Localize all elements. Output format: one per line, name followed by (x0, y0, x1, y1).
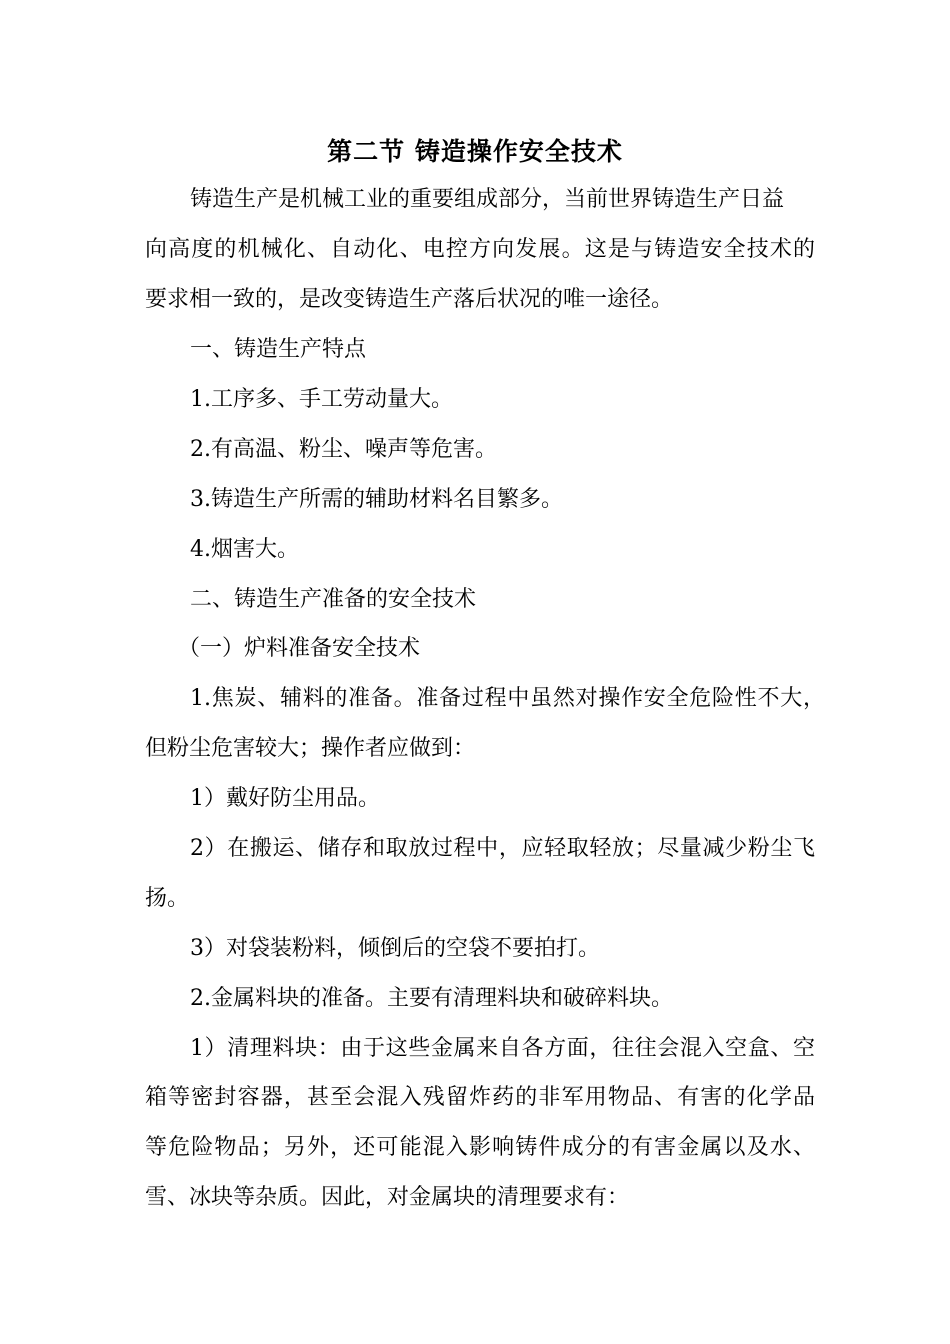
paragraph-line: 等危险物品；另外，还可能混入影响铸件成分的有害金属以及水、 (145, 1135, 815, 1160)
list-item: 1）戴好防尘用品。 (190, 786, 380, 811)
subsection-heading: （一）炉料准备安全技术 (178, 636, 421, 661)
paragraph-line: 铸造生产是机械工业的重要组成部分，当前世界铸造生产日益 (190, 187, 785, 212)
section-heading: 二、铸造生产准备的安全技术 (190, 587, 477, 612)
list-item: 1.工序多、手工劳动量大。 (190, 387, 453, 412)
list-item: 2.金属料块的准备。主要有清理料块和破碎料块。 (190, 986, 673, 1011)
list-item: 2.有高温、粉尘、噪声等危害。 (190, 437, 497, 462)
paragraph-line: 1.焦炭、辅料的准备。准备过程中虽然对操作安全危险性不大， (190, 686, 825, 711)
paragraph-line: 雪、冰块等杂质。因此，对金属块的清理要求有： (145, 1185, 630, 1210)
list-item: 4.烟害大。 (190, 537, 299, 562)
list-item: 2）在搬运、储存和取放过程中，应轻取轻放；尽量减少粉尘飞 (190, 836, 815, 861)
paragraph-line: 箱等密封容器，甚至会混入残留炸药的非军用物品、有害的化学品 (145, 1085, 815, 1110)
paragraph-line: 向高度的机械化、自动化、电控方向发展。这是与铸造安全技术的 (145, 237, 815, 262)
section-title: 第二节 铸造操作安全技术 (327, 137, 623, 166)
list-item: 3.铸造生产所需的辅助材料名目繁多。 (190, 487, 563, 512)
list-item: 3）对袋装粉料，倾倒后的空袋不要拍打。 (190, 936, 600, 961)
paragraph-line: 要求相一致的，是改变铸造生产落后状况的唯一途径。 (145, 287, 674, 312)
list-item: 1）清理料块：由于这些金属来自各方面，往往会混入空盒、空 (190, 1036, 815, 1061)
paragraph-line: 但粉尘危害较大；操作者应做到： (145, 736, 476, 761)
paragraph-line: 扬。 (145, 886, 190, 911)
section-heading: 一、铸造生产特点 (190, 337, 367, 362)
